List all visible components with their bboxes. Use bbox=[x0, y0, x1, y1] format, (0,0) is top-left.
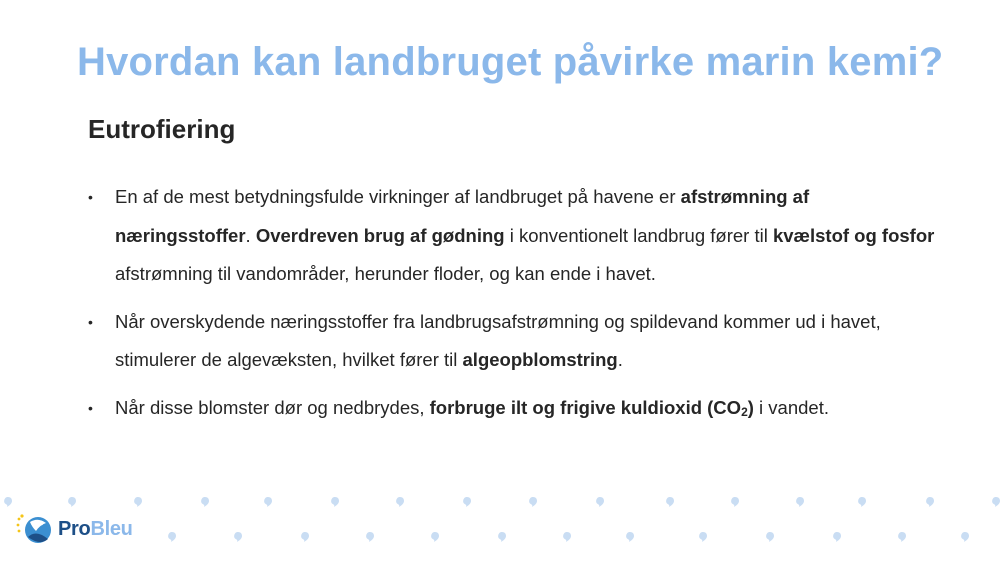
droplet-icon bbox=[201, 497, 209, 507]
droplet-icon bbox=[68, 497, 76, 507]
droplet-icon bbox=[666, 497, 674, 507]
droplet-icon bbox=[766, 532, 774, 542]
bullet-list bbox=[88, 178, 938, 436]
bullet-icon: • bbox=[88, 399, 93, 416]
slide-subtitle: Eutrofiering bbox=[88, 114, 236, 144]
droplet-icon bbox=[134, 497, 142, 507]
droplet-icon bbox=[699, 532, 707, 542]
slide-title: Hvordan kan landbruget påvirke marin kemi? bbox=[77, 40, 944, 84]
droplet-icon bbox=[264, 497, 272, 507]
droplet-icon bbox=[396, 497, 404, 507]
droplet-icon bbox=[796, 497, 804, 507]
droplet-icon bbox=[529, 497, 537, 507]
logo-text: ProBleu bbox=[58, 517, 133, 540]
bullet-text: Når overskydende næringsstoffer fra landbrugsafstrømning og spildevand kommer ud i havet, stimulerer de algevæksten, hvilket fører til algeopblomstring. bbox=[115, 310, 881, 370]
bullet-item bbox=[88, 389, 938, 428]
droplet-icon bbox=[234, 532, 242, 542]
droplet-icon bbox=[331, 497, 339, 507]
droplet-icon bbox=[731, 497, 739, 507]
bullet-item bbox=[88, 178, 938, 294]
droplet-icon bbox=[992, 497, 1000, 507]
bullet-text: Når disse blomster dør og nedbrydes, forbruge ilt og frigive kuldioxid $(CO_2)$ i vandet. bbox=[115, 396, 829, 419]
droplet-icon bbox=[596, 497, 604, 507]
droplet-icon bbox=[498, 532, 506, 542]
bullet-item bbox=[88, 303, 938, 380]
droplet-icon bbox=[366, 532, 374, 542]
probleu-logo-icon bbox=[16, 513, 54, 545]
probleu-logo bbox=[16, 513, 133, 545]
droplet-icon bbox=[463, 497, 471, 507]
droplet-icon bbox=[898, 532, 906, 542]
droplet-icon bbox=[926, 497, 934, 507]
droplet-icon bbox=[626, 532, 634, 542]
droplet-icon bbox=[858, 497, 866, 507]
droplet-icon bbox=[168, 532, 176, 542]
bullet-icon: • bbox=[88, 313, 93, 330]
droplet-icon bbox=[961, 532, 969, 542]
droplet-icon bbox=[431, 532, 439, 542]
bullet-icon: • bbox=[88, 189, 93, 205]
droplet-icon bbox=[833, 532, 841, 542]
droplet-icon bbox=[4, 497, 12, 507]
droplet-icon bbox=[563, 532, 571, 542]
bullet-text: En af de mest betydningsfulde virkninger af landbruget på havene er afstrømning af næringsstoffer. Overdreven brug af gødning i konventionelt landbrug fører til kvælstof og fosfor afstrømning til vandområder, herunder floder, og kan ende i havet. bbox=[115, 186, 935, 284]
droplet-icon bbox=[301, 532, 309, 542]
